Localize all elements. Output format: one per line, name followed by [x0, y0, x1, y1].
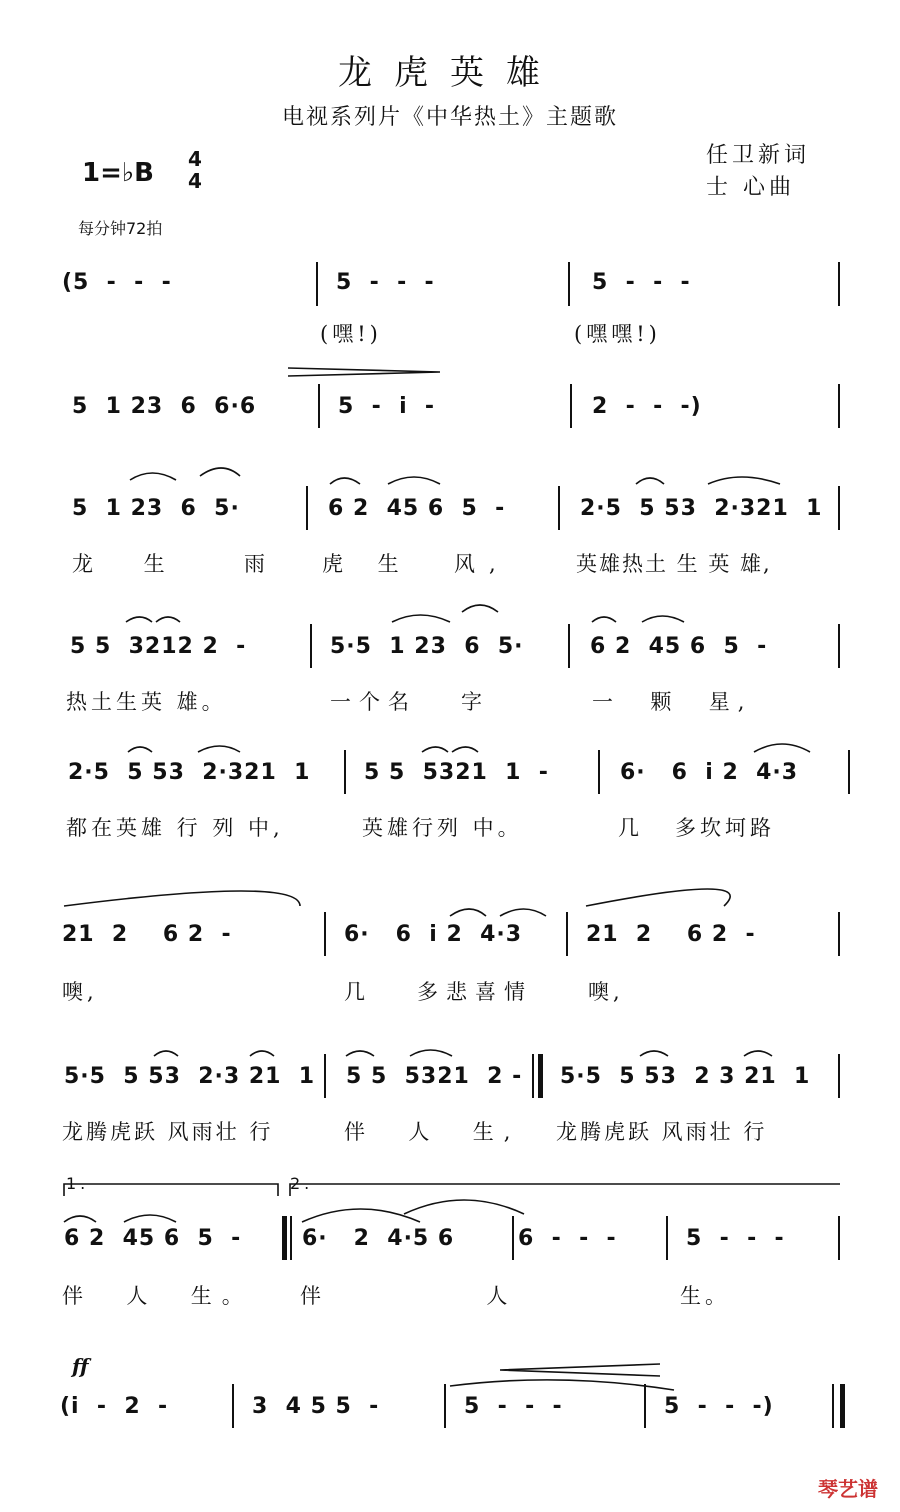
barline	[838, 486, 840, 530]
song-title: 龙虎英雄	[338, 53, 562, 93]
lyric: 伴 人 生。	[62, 1284, 253, 1308]
barline	[644, 1384, 646, 1428]
dynamic-marking: ff	[72, 1354, 89, 1378]
lyric: 伴 人 生,	[344, 1120, 521, 1144]
measure: 5 - - -	[686, 1226, 785, 1251]
measure: 5 5 5321 1 -	[364, 760, 549, 785]
lyric: (嘿嘿!)	[574, 322, 661, 346]
notes-row	[0, 1216, 900, 1262]
barline	[316, 262, 318, 306]
measure: 5 - - -)	[664, 1394, 774, 1419]
decrescendo-mark	[288, 368, 440, 376]
repeat-barline-thick	[282, 1216, 287, 1260]
measure: 6· 2 4·5 6	[302, 1226, 455, 1251]
measure: 3 4 5 5 -	[252, 1394, 380, 1419]
barline	[848, 750, 850, 794]
notes-row	[0, 486, 900, 532]
measure: 2·5 5 53 2·321 1	[580, 496, 823, 521]
time-sig-bottom: 4	[188, 169, 202, 193]
barline	[310, 624, 312, 668]
measure: (5 - - -	[62, 270, 172, 295]
time-sig-top: 4	[188, 147, 202, 171]
barline	[568, 624, 570, 668]
measure: 6 - - -	[518, 1226, 617, 1251]
measure: 6 2 45 6 5 -	[328, 496, 506, 521]
measure: 5 5 3212 2 -	[70, 634, 247, 659]
barline	[324, 912, 326, 956]
credits	[706, 140, 810, 204]
repeat-barline-thick	[538, 1054, 543, 1098]
barline	[568, 262, 570, 306]
measure: 5 1 23 6 6·6	[72, 394, 257, 419]
lyric: 都在英雄 行 列 中,	[66, 816, 284, 840]
measure: 21 2 6 2 -	[62, 922, 232, 947]
lyric: 生。	[680, 1284, 730, 1308]
barline	[666, 1216, 668, 1260]
watermark-logo: 琴艺谱	[818, 1477, 878, 1501]
barline	[838, 384, 840, 428]
measure: 21 2 6 2 -	[586, 922, 756, 947]
lyric: 一个名 字	[330, 690, 491, 714]
volta-2: 2.	[290, 1174, 314, 1193]
composer: 士 心曲	[706, 175, 795, 200]
barline	[838, 1054, 840, 1098]
measure: 5 - - -	[464, 1394, 563, 1419]
measure: 5 - - -	[592, 270, 691, 295]
lyric: 几 多悲喜情	[344, 980, 534, 1004]
lyric: 虎 生 风,	[322, 552, 510, 576]
lyrics-row	[0, 812, 900, 852]
lyric: 一 颗 星,	[592, 690, 753, 714]
measure: 6 2 45 6 5 -	[64, 1226, 242, 1251]
barline	[558, 486, 560, 530]
barline	[838, 262, 840, 306]
lyrics-row	[0, 686, 900, 726]
lyric: 龙腾虎跃 风雨壮 行	[556, 1120, 768, 1144]
notes-row	[0, 912, 900, 958]
lyric: 英雄热土 生 英 雄,	[576, 552, 772, 576]
measure: 6· 6 i 2 4·3	[620, 760, 799, 785]
measure: 5·5 1 23 6 5·	[330, 634, 524, 659]
lyric: 热土生英 雄。	[66, 690, 227, 714]
barline	[512, 1216, 514, 1260]
lyric: 几 多坎坷路	[618, 816, 776, 840]
barline	[306, 486, 308, 530]
barline	[318, 384, 320, 428]
barline	[570, 384, 572, 428]
lyric: 噢,	[588, 980, 624, 1004]
measure: 5·5 5 53 2 3 21 1	[560, 1064, 811, 1089]
measure: 5 1 23 6 5·	[72, 496, 240, 521]
barline	[232, 1384, 234, 1428]
lyric: 伴 人	[300, 1284, 530, 1308]
lyric: (嘿!)	[320, 322, 382, 346]
key-signature: 1=♭B	[82, 158, 154, 188]
repeat-barline	[532, 1054, 534, 1098]
measure: 5·5 5 53 2·3 21 1	[64, 1064, 316, 1089]
volta-1: 1.	[66, 1174, 90, 1193]
barline	[344, 750, 346, 794]
final-barline	[832, 1384, 834, 1428]
repeat-barline	[290, 1216, 292, 1260]
notes-row	[0, 624, 900, 670]
barline	[444, 1384, 446, 1428]
measure: (i - 2 -	[60, 1394, 169, 1419]
tempo-marking: 每分钟72拍	[78, 219, 163, 238]
notes-row	[0, 1054, 900, 1100]
barline	[566, 912, 568, 956]
lyrics-row	[0, 548, 900, 588]
notes-row	[0, 750, 900, 796]
decrescendo-mark	[500, 1364, 660, 1376]
lyrics-row	[0, 976, 900, 1016]
time-signature	[188, 148, 202, 192]
notes-row	[0, 384, 900, 430]
lyric: 龙 生 雨	[72, 552, 288, 576]
measure: 6 2 45 6 5 -	[590, 634, 768, 659]
barline	[838, 1216, 840, 1260]
barline	[838, 912, 840, 956]
lyrics-row	[0, 1280, 900, 1320]
measure: 5 5 5321 2 -	[346, 1064, 523, 1089]
measure: 2·5 5 53 2·321 1	[68, 760, 311, 785]
notes-row	[0, 262, 900, 308]
measure: 5 - - -	[336, 270, 435, 295]
measure: 5 - i -	[338, 394, 436, 419]
lyrics-row	[0, 1116, 900, 1156]
measure: 2 - - -)	[592, 394, 702, 419]
lyric: 英雄行列 中。	[362, 816, 523, 840]
lyric: 噢,	[62, 980, 98, 1004]
barline	[324, 1054, 326, 1098]
lyrics-row	[0, 318, 900, 358]
final-barline-thick	[840, 1384, 845, 1428]
barline	[598, 750, 600, 794]
barline	[838, 624, 840, 668]
song-subtitle: 电视系列片《中华热土》主题歌	[281, 105, 618, 130]
measure: 6· 6 i 2 4·3	[344, 922, 523, 947]
notes-row	[0, 1384, 900, 1430]
lyricist: 任卫新词	[706, 143, 811, 168]
lyric: 龙腾虎跃 风雨壮 行	[62, 1120, 274, 1144]
